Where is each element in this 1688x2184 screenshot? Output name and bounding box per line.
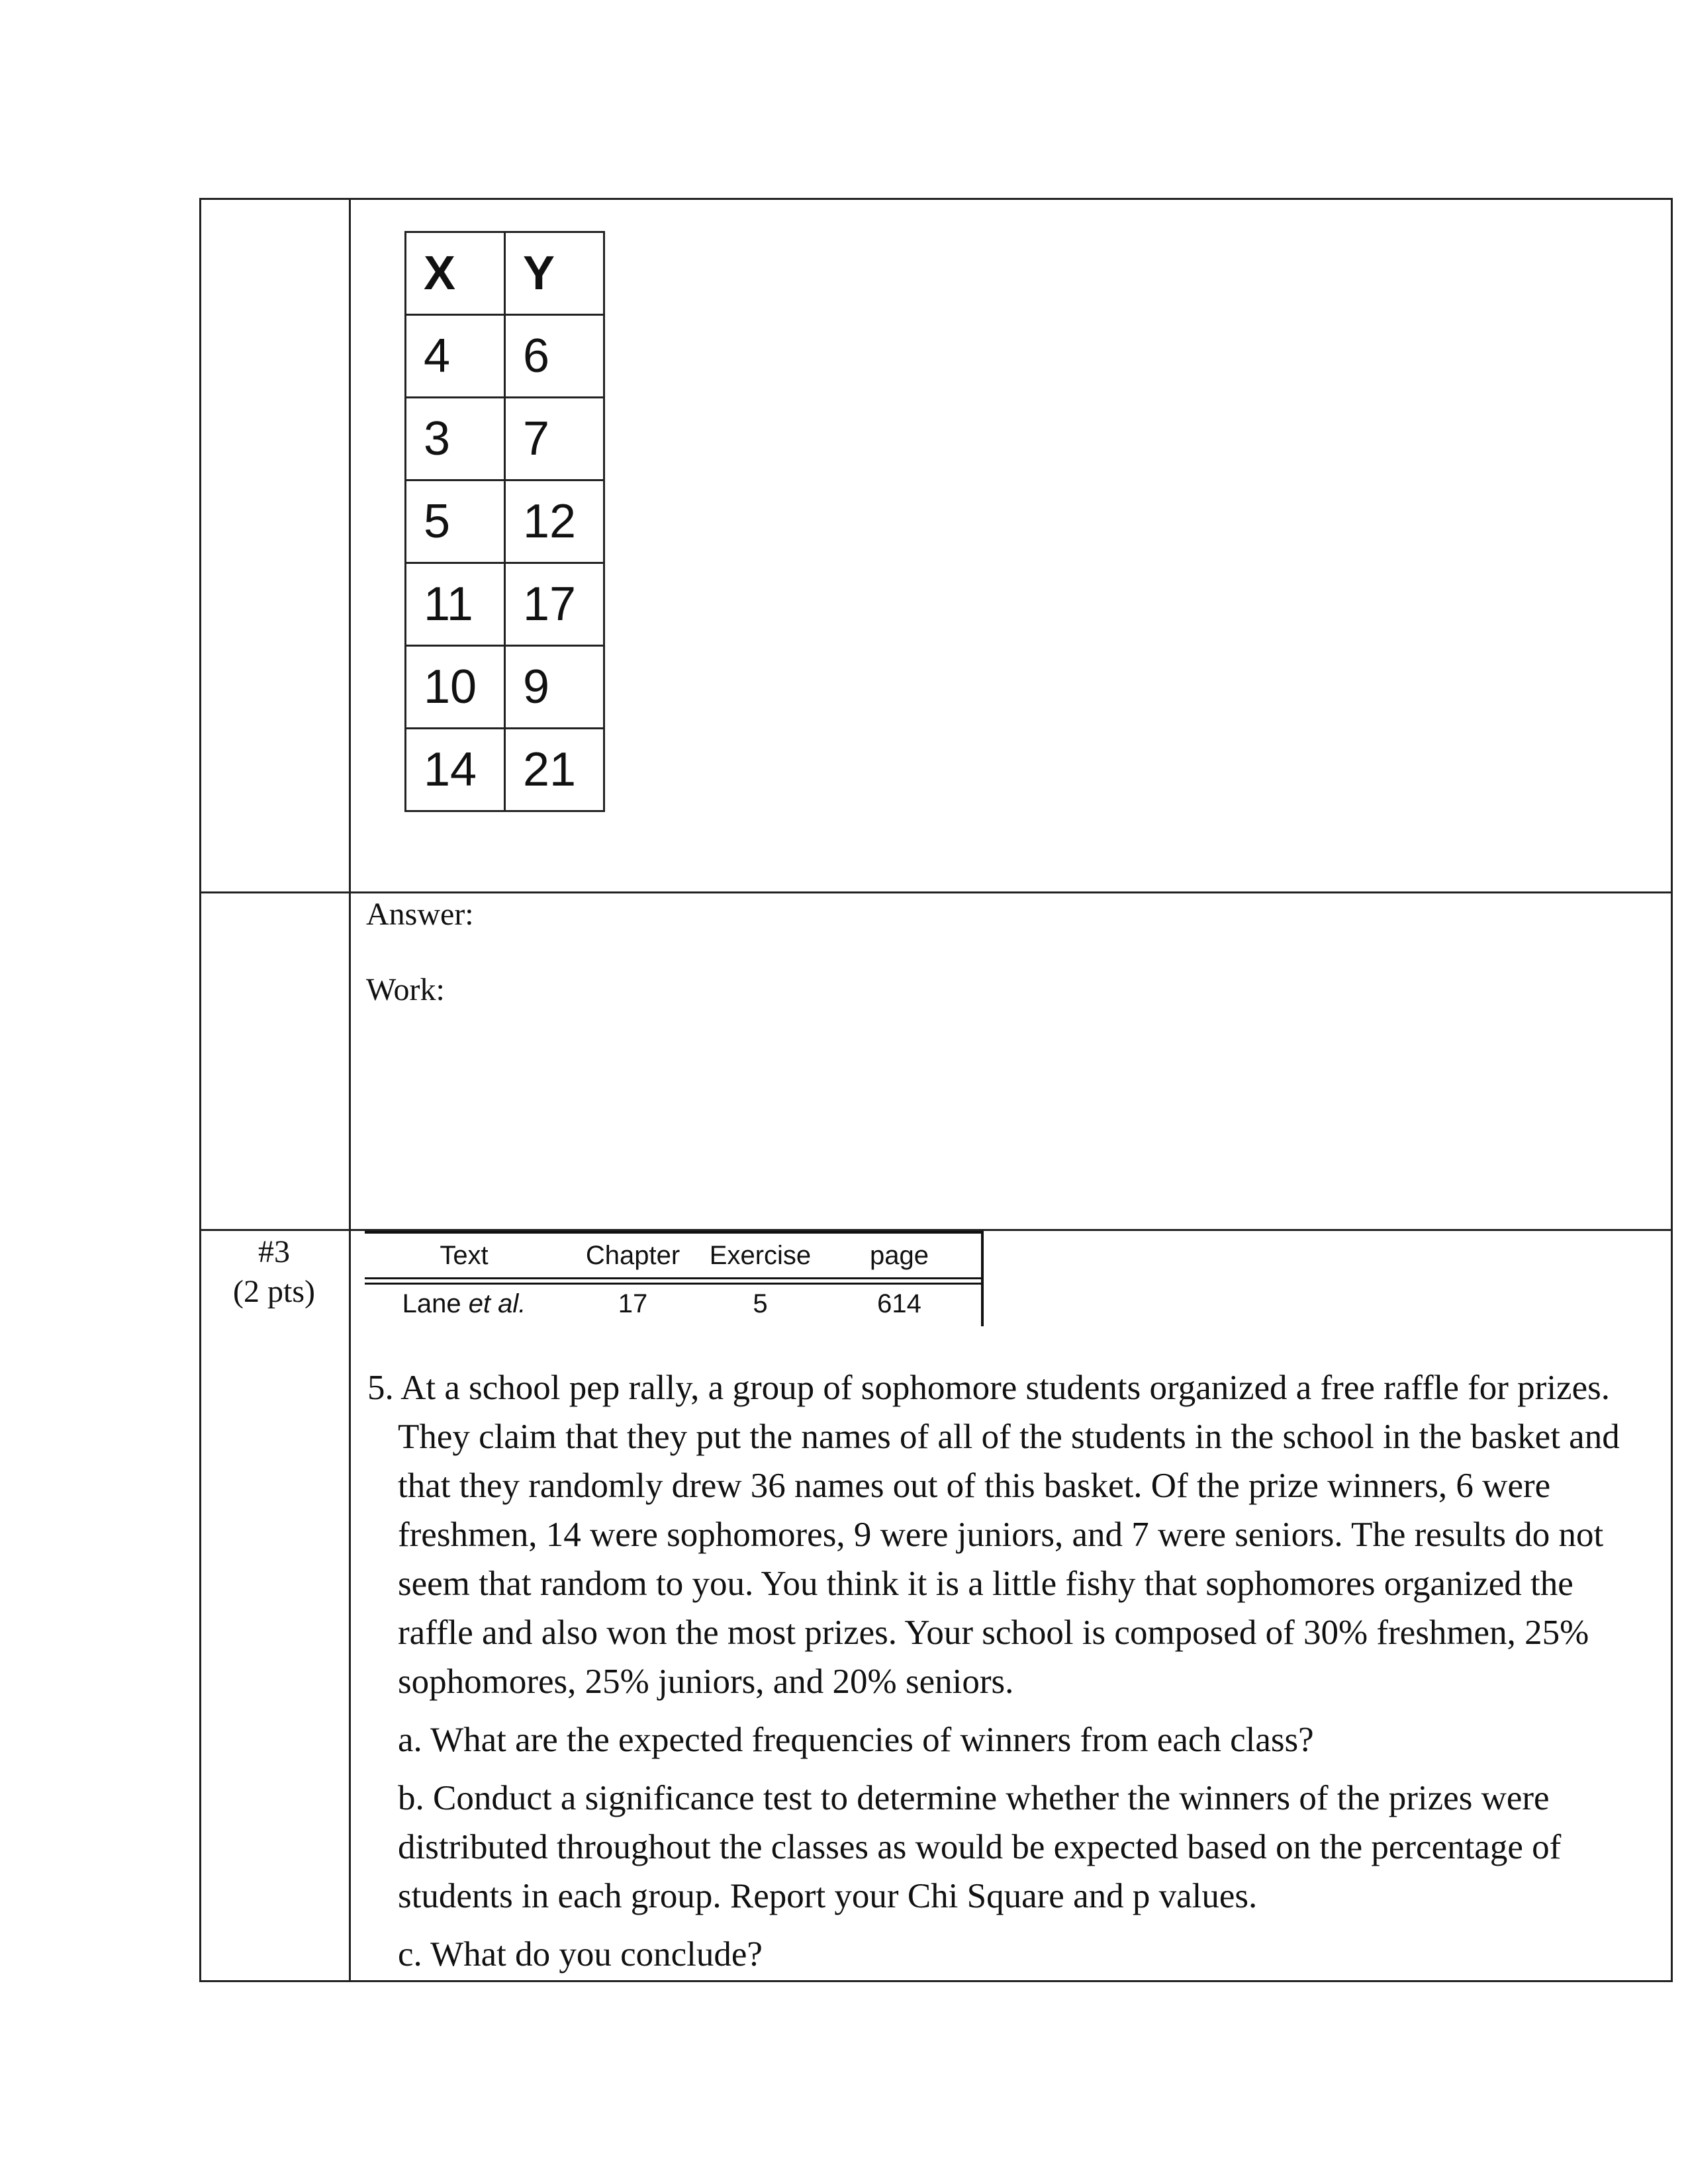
reference-table <box>365 1231 983 1326</box>
x-value: 10 <box>406 646 505 729</box>
ref-author-etal: et al. <box>468 1289 526 1318</box>
ref-header-exercise: Exercise <box>709 1241 812 1270</box>
table-row <box>406 563 604 646</box>
table-row <box>406 398 604 480</box>
table-top-rule <box>365 1231 983 1234</box>
ref-exercise: 5 <box>753 1289 768 1318</box>
table-row <box>406 729 604 811</box>
work-label: Work: <box>366 972 445 1007</box>
question-points: (2 pts) <box>233 1274 315 1309</box>
x-header: X <box>406 232 505 315</box>
y-value: 9 <box>505 646 604 729</box>
problem-part-b: b. Conduct a significance test to determine whether the winners of the prizes were distributed throughout the classes as would be expected based on the percentage of students in each group. Report your Chi Square and p values. <box>398 1779 1562 1915</box>
ref-chapter: 17 <box>618 1289 648 1318</box>
table-row <box>406 315 604 398</box>
x-value: 14 <box>406 729 505 811</box>
y-value: 7 <box>505 398 604 480</box>
ref-page: 614 <box>877 1289 921 1318</box>
problem-part-c: c. What do you conclude? <box>398 1935 763 1974</box>
y-value: 21 <box>505 729 604 811</box>
ref-author <box>365 1291 563 1317</box>
x-value: 5 <box>406 480 505 563</box>
table-row <box>406 646 604 729</box>
ref-author-name: Lane <box>402 1289 469 1318</box>
table-header-rule-double <box>365 1283 983 1285</box>
column-divider <box>349 198 351 1982</box>
y-header: Y <box>505 232 604 315</box>
y-value: 6 <box>505 315 604 398</box>
problem-stem: 5. At a school pep rally, a group of sophomore students organized a free raffle for prizes. They claim that they put the names of all of the students in the school in the basket and that they randomly drew 36 names out of this basket. Of the prize winners, 6 were freshmen, 14 were sophomores, 9 were juniors, and 7 were seniors. The results do not seem that random to you. You think it is a little fishy that sophomores organized the raffle and also won the most prizes. Your school is composed of 30% freshmen, 25% sophomores, 25% juniors, and 20% seniors. <box>367 1369 1620 1701</box>
ref-header-chapter: Chapter <box>585 1241 680 1270</box>
x-value: 4 <box>406 315 505 398</box>
answer-label: Answer: <box>366 897 474 932</box>
table-row <box>406 480 604 563</box>
row-divider-1 <box>199 891 1673 893</box>
problem-text <box>367 1363 1652 1979</box>
x-value: 11 <box>406 563 505 646</box>
problem-part-a: a. What are the expected frequencies of winners from each class? <box>398 1721 1314 1759</box>
xy-header-row <box>406 232 604 315</box>
ref-header-text: Text <box>440 1241 489 1270</box>
x-value: 3 <box>406 398 505 480</box>
y-value: 17 <box>505 563 604 646</box>
question-number: #3 <box>258 1234 290 1269</box>
y-value: 12 <box>505 480 604 563</box>
xy-data-table <box>404 231 605 812</box>
ref-header-page: page <box>870 1241 929 1270</box>
table-header-rule <box>365 1277 983 1279</box>
table-right-border <box>981 1231 984 1326</box>
